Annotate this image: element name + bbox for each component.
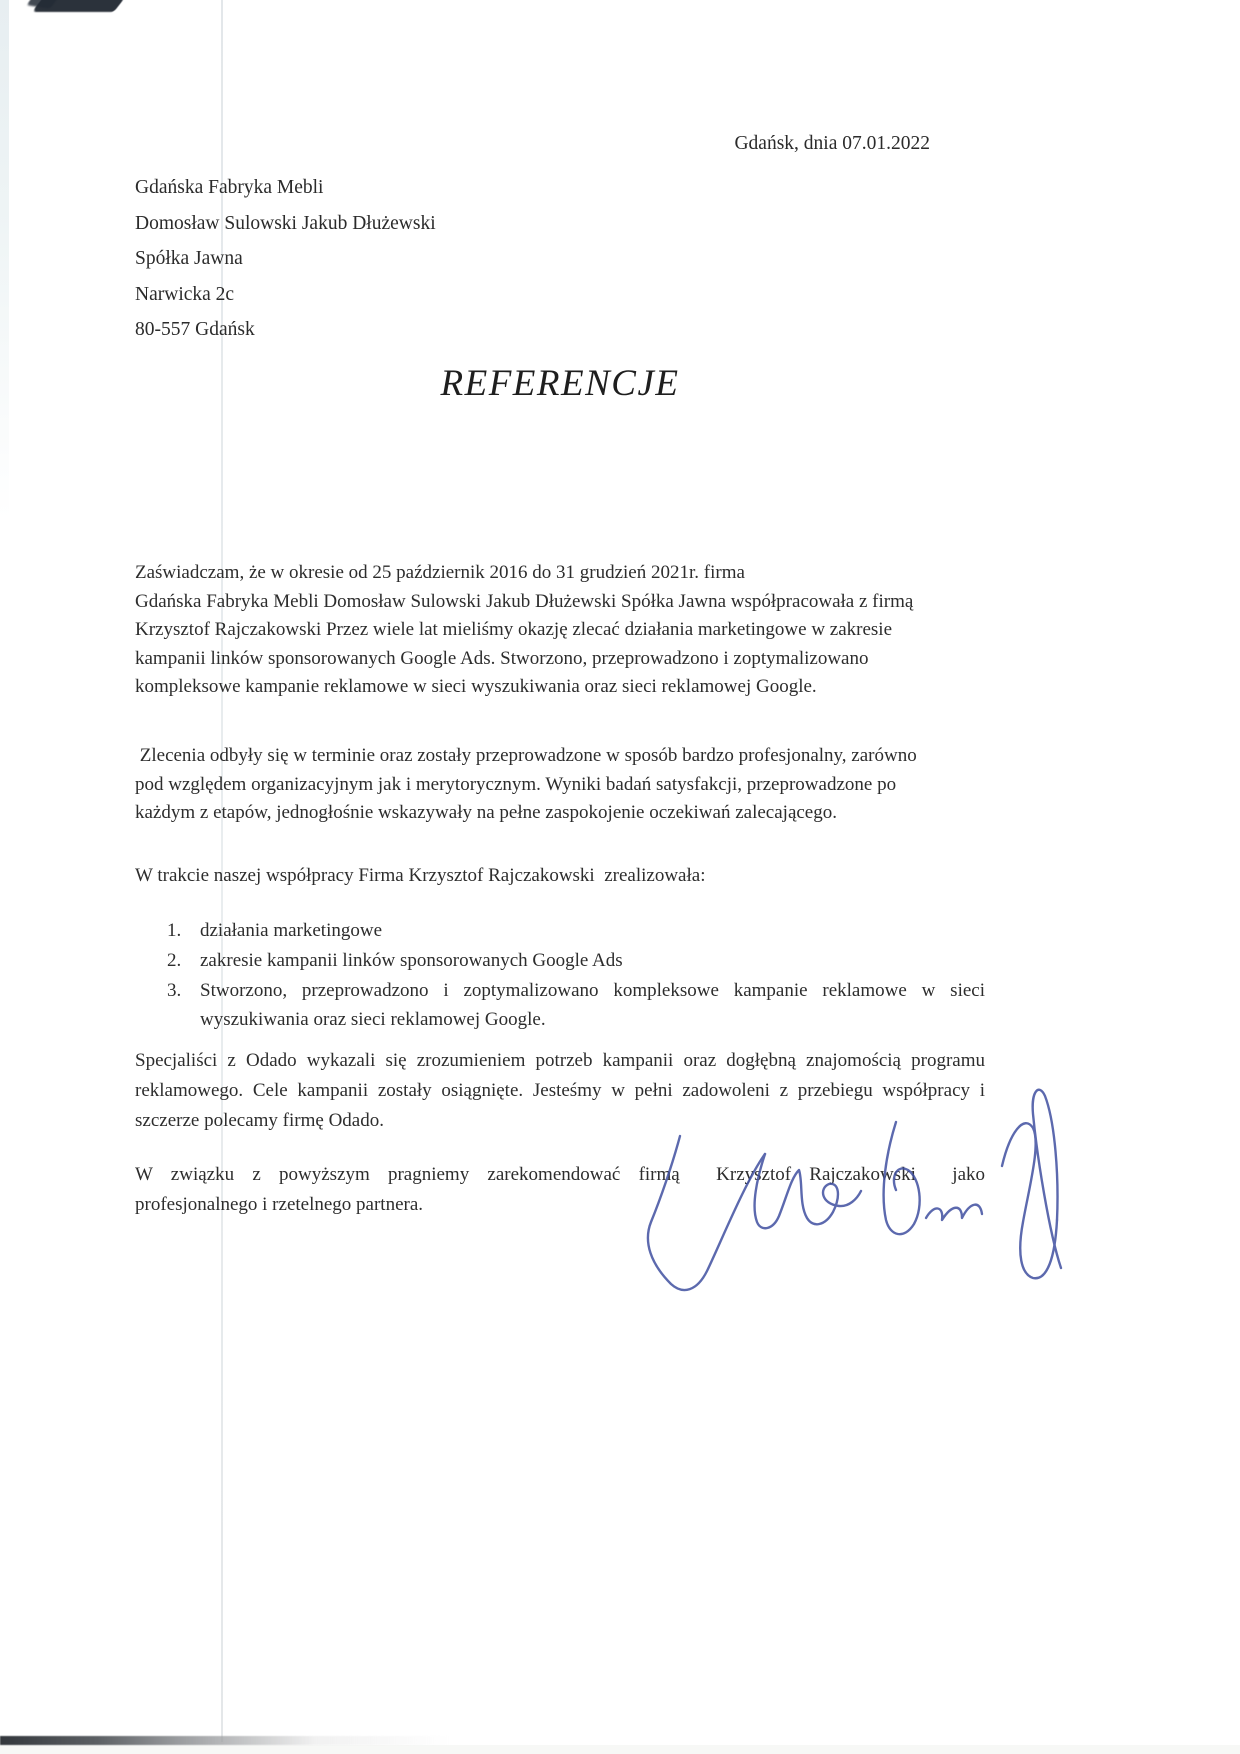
sender-city: 80-557 Gdańsk	[135, 319, 255, 341]
list-item-number: 1.	[167, 920, 182, 941]
sender-company-name: Gdańska Fabryka Mebli	[135, 177, 324, 198]
sender-legal-form: Spółka Jawna	[135, 248, 243, 270]
list-item-number: 2.	[167, 950, 182, 971]
paragraph-line: Krzysztof Rajczakowski Przez wiele lat mieliśmy okazję zlecać działania marketingowe w zakresie	[135, 619, 893, 641]
paragraph-line: szczerze polecamy firmę Odado.	[135, 1110, 384, 1131]
paragraph-line: Zlecenia odbyły się w terminie oraz zostały przeprowadzone w sposób bardzo profesjonalny, zarówno	[135, 745, 917, 766]
paragraph-line: profesjonalnego i rzetelnego partnera.	[135, 1194, 424, 1215]
list-item-number: 3.	[167, 980, 182, 1001]
paragraph-line: W związku z powyższym pragniemy zarekomendować firmą Krzysztof Rajczakowski jako	[135, 1164, 985, 1185]
document-title: REFERENCJE	[440, 363, 680, 404]
paragraph-line: W trakcie naszej współpracy Firma Krzysztof Rajczakowski zrealizowała:	[135, 865, 706, 886]
list-item	[167, 916, 985, 945]
paragraph-line: reklamowego. Cele kampanii zostały osiągnięte. Jesteśmy w pełni zadowoleni z przebiegu współpracy i	[135, 1080, 985, 1101]
paragraph-quality-assessment	[135, 742, 985, 828]
paragraph-line: każdym z etapów, jednogłośnie wskazywały na pełne zaspokojenie oczekiwań zalecającego.	[135, 802, 837, 824]
list-item-text: zakresie kampanii linków sponsorowanych Google Ads	[200, 950, 623, 971]
list-item-text: wyszukiwania oraz sieci reklamowej Google.	[200, 1009, 546, 1030]
paragraph-line: kompleksowe kampanie reklamowe w sieci wyszukiwania oraz sieci reklamowej Google.	[135, 676, 817, 698]
list-item-text: Stworzono, przeprowadzono i zoptymalizowano kompleksowe kampanie reklamowe w sieci	[200, 980, 985, 1001]
list-item-text: działania marketingowe	[200, 920, 383, 941]
sender-owners: Domosław Sulowski Jakub Dłużewski	[135, 212, 436, 234]
paragraph-line: kampanii linków sponsorowanych Google Ads. Stworzono, przeprowadzono i zoptymalizowano	[135, 647, 869, 669]
paragraph-line: Zaświadczam, że w okresie od 25 październik 2016 do 31 grudzień 2021r. firma	[135, 562, 745, 583]
scan-artifact-left-edge	[0, 0, 9, 520]
numbered-list	[167, 916, 985, 1035]
paragraph-line: Specjaliści z Odado wykazali się zrozumieniem potrzeb kampanii oraz dogłębną znajomością programu	[135, 1050, 985, 1071]
scan-artifact-bottom-left-strip	[0, 1736, 450, 1745]
paragraph-line: pod względem organizacyjnym jak i merytorycznym. Wyniki badań satysfakcji, przeprowadzone po	[135, 773, 897, 795]
scan-artifact-bottom-band	[0, 1745, 1240, 1754]
list-item	[167, 976, 985, 1034]
paragraph-line: Gdańska Fabryka Mebli Domosław Sulowski Jakub Dłużewski Spółka Jawna współpracowała z firmą	[135, 590, 914, 612]
sender-street: Narwicka 2c	[135, 283, 235, 305]
paragraph-certification	[135, 559, 985, 702]
sender-block	[135, 170, 436, 348]
list-item	[167, 946, 985, 975]
date-line: Gdańsk, dnia 07.01.2022	[734, 133, 930, 154]
paragraph-list-intro	[135, 862, 985, 891]
handwritten-signature	[612, 1070, 1067, 1315]
